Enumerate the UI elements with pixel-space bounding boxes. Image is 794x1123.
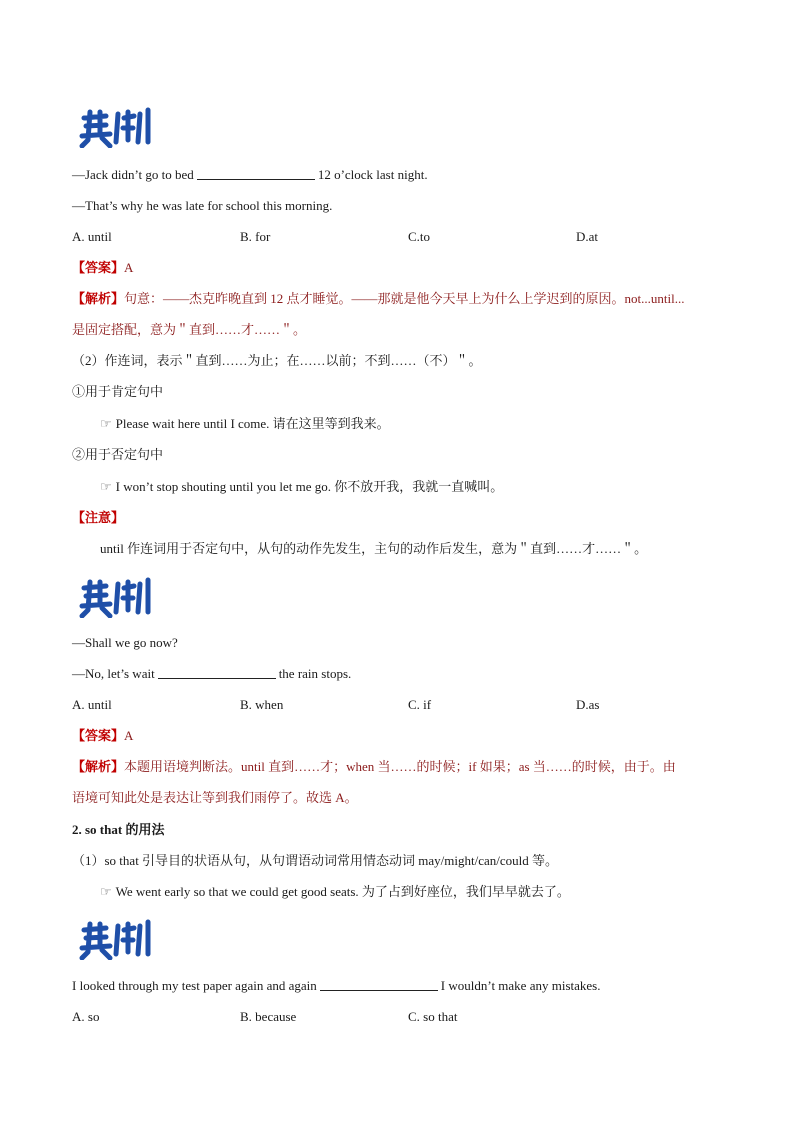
ex2-option-a: A. until (72, 697, 112, 712)
section-so-that-example1: ☞ We went early so that we could get good seats. 为了占到好座位，我们早早就去了。 (100, 884, 570, 899)
ex2-option-d: D.as (576, 697, 600, 712)
ex1-question-line2: —That’s why he was late for school this morning. (72, 198, 333, 213)
ex2-analysis-line1: 【解析】本题用语境判断法。until 直到……才；when 当……的时候；if 如果；as 当……的时候，由于。由 (72, 759, 676, 774)
answer-blank[interactable] (197, 168, 315, 180)
ex1-option-d: D.at (576, 229, 599, 244)
note-text: until 作连词用于否定句中，从句的动作先发生，主句的动作后发生，意为＂直到……才……＂。 (100, 541, 648, 556)
section-2-heading: （2）作连词，表示＂直到……为止；在……以前；不到……（不）＂。 (72, 353, 482, 368)
ex3-question: I looked through my test paper again and again I wouldn’t make any mistakes. (72, 978, 601, 993)
ex2-option-c: C. if (408, 697, 432, 712)
section-2-point1: ①用于肯定句中 (72, 384, 164, 399)
example-logo-icon (76, 574, 156, 618)
answer-blank[interactable] (158, 667, 276, 679)
ex1-option-a: A. until (72, 229, 112, 244)
ex2-question-line1: —Shall we go now? (72, 635, 178, 650)
pointing-hand-icon: ☞ (100, 479, 112, 494)
answer-blank[interactable] (320, 979, 438, 991)
ex3-option-c: C. so that (408, 1009, 458, 1024)
ex1-option-c: C.to (408, 229, 431, 244)
ex3-option-a: A. so (72, 1009, 100, 1024)
ex2-question-line2: —No, let’s wait the rain stops. (72, 666, 352, 681)
ex2-answer: 【答案】A (72, 728, 134, 743)
ex1-analysis-line2: 是固定搭配，意为＂直到……才……＂。 (72, 322, 307, 337)
note-label: 【注意】 (72, 510, 125, 525)
ex2-analysis-line2: 语境可知此处是表达让等到我们雨停了。故选 A。 (72, 790, 358, 805)
ex1-question-line1: —Jack didn’t go to bed 12 o’clock last night. (72, 167, 428, 182)
section-2-point2: ②用于否定句中 (72, 447, 164, 462)
ex3-option-b: B. because (240, 1009, 297, 1024)
pointing-hand-icon: ☞ (100, 416, 112, 431)
section-2-example1: ☞ Please wait here until I come. 请在这里等到我来。 (100, 416, 390, 431)
section-so-that-title: 2. so that 的用法 (72, 822, 165, 837)
section-so-that-point1: （1）so that 引导目的状语从句，从句谓语动词常用情态动词 may/might/can/could 等。 (72, 853, 559, 868)
section-2-example2: ☞ I won’t stop shouting until you let me go. 你不放开我，我就一直喊叫。 (100, 479, 504, 494)
example-logo-icon (76, 916, 156, 960)
ex1-option-b: B. for (240, 229, 271, 244)
ex2-option-b: B. when (240, 697, 284, 712)
example-logo-icon (76, 104, 156, 148)
pointing-hand-icon: ☞ (100, 884, 112, 899)
ex1-answer: 【答案】A (72, 260, 134, 275)
ex1-analysis-line1: 【解析】句意：——杰克昨晚直到 12 点才睡觉。——那就是他今天早上为什么上学迟到的原因。not...until... (72, 291, 685, 306)
